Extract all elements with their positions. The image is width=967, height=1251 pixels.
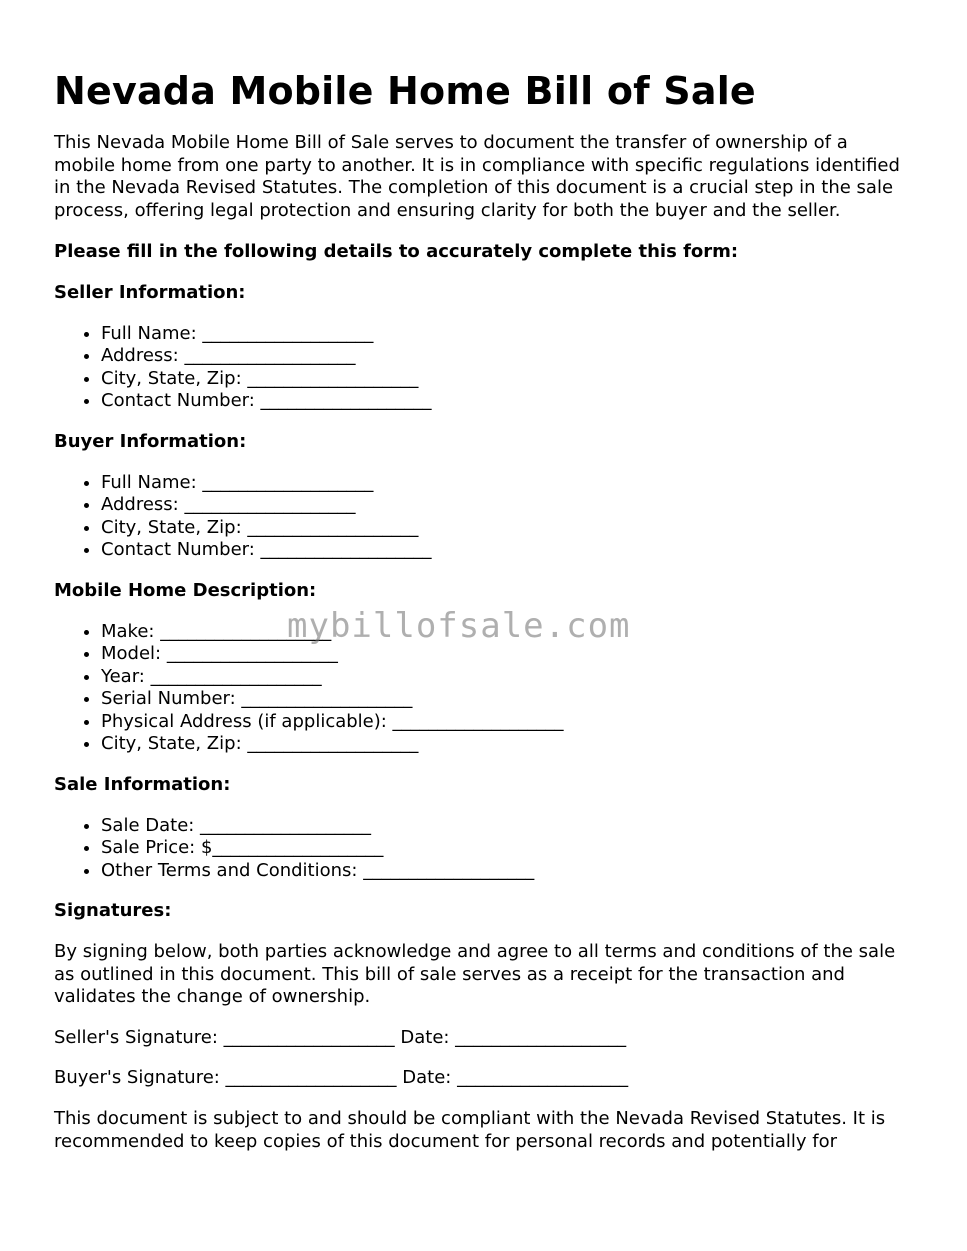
buyer-city-state-zip-field: • City, State, Zip: ___________________ <box>101 517 914 540</box>
signatures-statement: By signing below, both parties acknowledge and agree to all terms and conditions of the sale as outlined in this document. This bill of sale serves as a receipt for the transaction and validates the change of ownership. <box>54 941 896 1008</box>
seller-address-field: • Address: ___________________ <box>101 345 914 368</box>
seller-full-name-field: • Full Name: ___________________ <box>101 323 914 346</box>
watermark: mybillofsale.com <box>287 606 631 646</box>
sale-date-field: • Sale Date: ___________________ <box>101 815 914 838</box>
other-terms-field: • Other Terms and Conditions: ___________________ <box>101 860 914 883</box>
home-city-state-zip-field: • City, State, Zip: ___________________ <box>101 733 914 756</box>
serial-number-field: • Serial Number: ___________________ <box>101 688 914 711</box>
document-page <box>54 62 914 1171</box>
buyer-contact-number-field: • Contact Number: ___________________ <box>101 539 914 562</box>
buyer-address-field: • Address: ___________________ <box>101 494 914 517</box>
intro-paragraph: This Nevada Mobile Home Bill of Sale serves to document the transfer of ownership of a mobile home from one party to another. It is in compliance with specific regulations identified in the Nevada Revised Statutes. The completion of this document is a crucial step in the sale process, offering legal protection and ensuring clarity for both the buyer and the seller. <box>54 132 900 221</box>
signatures-heading: Signatures: <box>54 900 172 922</box>
buyer-full-name-field: • Full Name: ___________________ <box>101 472 914 495</box>
closing-paragraph: This document is subject to and should be compliant with the Nevada Revised Statutes. It is recommended to keep copies of this document for personal records and potentially for <box>54 1108 886 1152</box>
buyer-signature-line: Buyer's Signature: ___________________ Date: ___________________ <box>54 1067 629 1089</box>
instruction-heading: Please fill in the following details to accurately complete this form: <box>54 241 739 263</box>
buyer-heading: Buyer Information: <box>54 430 247 452</box>
physical-address-field: • Physical Address (if applicable): ___________________ <box>101 711 914 734</box>
mobile-home-heading: Mobile Home Description: <box>54 579 317 601</box>
sale-price-field: • Sale Price: $___________________ <box>101 837 914 860</box>
sale-heading: Sale Information: <box>54 774 231 796</box>
seller-field-list <box>54 323 914 413</box>
sale-field-list <box>54 815 914 883</box>
make-field: • Make: ___________________ <box>101 621 914 644</box>
seller-signature-line: Seller's Signature: ___________________ Date: ___________________ <box>54 1026 627 1048</box>
document-title: Nevada Mobile Home Bill of Sale <box>54 69 756 113</box>
buyer-field-list <box>54 472 914 562</box>
model-field: • Model: ___________________ <box>101 643 914 666</box>
seller-contact-number-field: • Contact Number: ___________________ <box>101 390 914 413</box>
seller-city-state-zip-field: • City, State, Zip: ___________________ <box>101 368 914 391</box>
year-field: • Year: ___________________ <box>101 666 914 689</box>
mobile-home-field-list <box>54 621 914 757</box>
seller-heading: Seller Information: <box>54 281 246 303</box>
